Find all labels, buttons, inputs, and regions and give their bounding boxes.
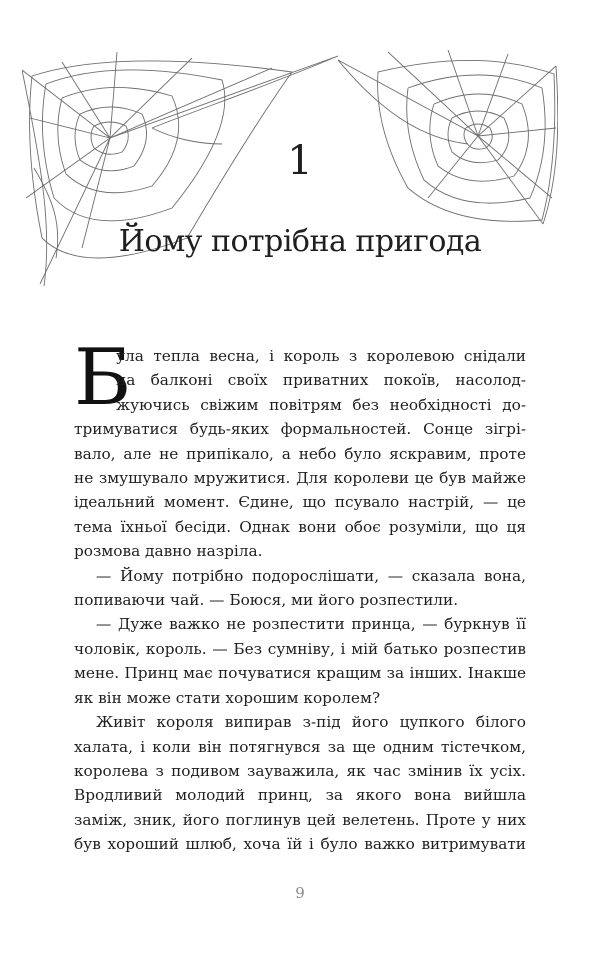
text-line: мене. Принц має почуватися кращим за інших. Інакше	[74, 664, 526, 683]
text-line: чоловік, король. — Без сумніву, і мій батько розпестив	[74, 639, 526, 658]
text-line: — Йому потрібно подорослішати, — сказала вона,	[96, 566, 526, 585]
text-line: заміж, зник, його поглинув цей велетень. Проте у них	[74, 810, 526, 829]
text-line: вало, але не припікало, а небо було яскравим, проте	[74, 444, 526, 463]
text-line: був хороший шлюб, хоча їй і було важко витримувати	[74, 835, 526, 854]
page-number: 9	[295, 884, 305, 902]
text-line: королева з подивом зауважила, як час змінив їх усіх.	[74, 761, 526, 780]
chapter-title: Йому потрібна пригода	[118, 224, 482, 259]
text-line: Живіт короля випирав з-під його цупкого білого	[96, 713, 526, 732]
spider-web-right-icon	[338, 48, 558, 226]
body-text	[74, 333, 526, 857]
drop-cap-letter: Б	[74, 333, 132, 423]
text-line: ула тепла весна, і король з королевою снідали	[116, 347, 526, 365]
text-line: Вродливий молодий принц, за якого вона вийшла	[74, 786, 526, 805]
text-line: не змушувало мружитися. Для королеви це був майже	[74, 469, 526, 488]
text-line: розмова давно назріла.	[74, 542, 263, 561]
text-line: жуючись свіжим повітрям без необхідності до-	[116, 395, 526, 414]
text-line: на балконі своїх приватних покоїв, насолод-	[116, 371, 526, 390]
text-line: тема їхньої бесіди. Однак вони обоє розуміли, що ця	[74, 517, 526, 536]
text-line: — Дуже важко не розпестити принца, — буркнув її	[96, 615, 526, 634]
text-line: попиваючи чай. — Боюся, ми його розпестили.	[74, 591, 459, 610]
chapter-number: 1	[287, 138, 313, 184]
text-line: халата, і коли він потягнувся за ще одним тістечком,	[74, 737, 526, 756]
text-line: як він може стати хорошим королем?	[74, 688, 381, 707]
text-line: тримуватися будь-яких формальностей. Сонце зігрі-	[74, 420, 526, 439]
text-line: ідеальний момент. Єдине, що псувало настрій, — це	[74, 493, 526, 512]
